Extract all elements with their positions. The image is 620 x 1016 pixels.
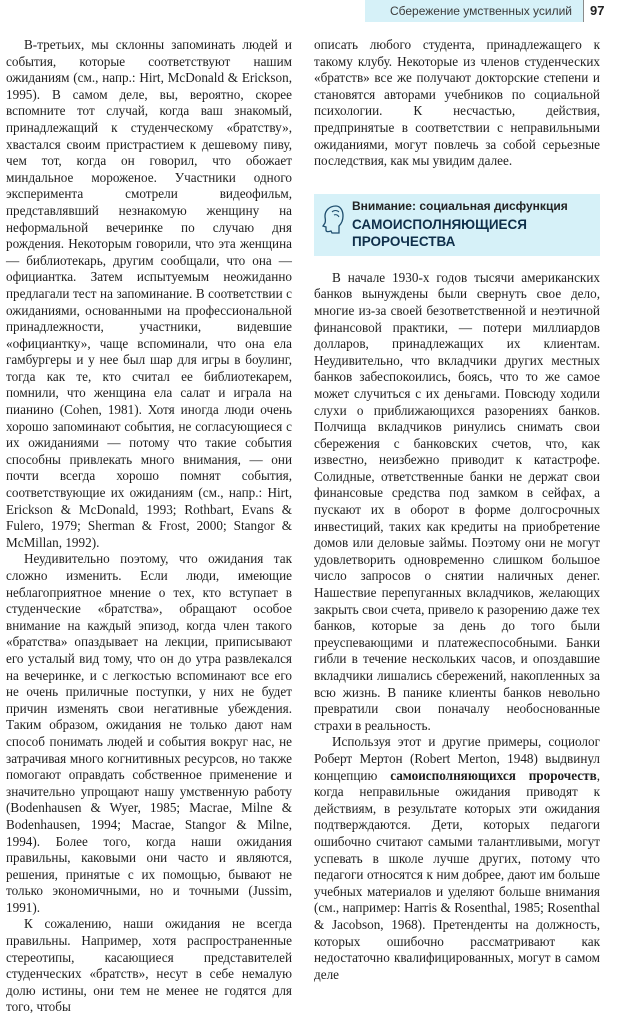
- header-divider: [583, 0, 584, 22]
- paragraph: К сожалению, наши ожидания не всегда правильны. Например, хотя распространенные стереотипы, касающиеся представителей студенческих «братств», несут в себе немалую долю истины, они тем не менее не годятся для того, чтобы: [6, 916, 292, 1015]
- running-title: Сбережение умственных усилий: [389, 4, 572, 18]
- key-term: самоисполняющихся пророчеств: [390, 767, 597, 783]
- paragraph: Неудивительно поэтому, что ожидания так сложно изменить. Если люди, имеющие неблагоприятное мнение о тех, кто вступает в студенческие «братства», обращают особое внимание на каждый эпизод, когда член такого «братства» опаздывает на лекции, приписывают его усталый вид тому, что он до утра развлекался на вечеринке, и с легкостью вспоминают все его не очень приличные поступки, у них не будет причин изменять свои негативные убеждения. Таким образом, ожидания не только дают нам способ понимать людей и события вокруг нас, не затрачивая много когнитивных ресурсов, но также помогают оправдать собственное применение и значительно упрощают нашу умственную работу (Bodenhausen & Wyer, 1985; Macrae, Milne & Bodenhausen, 1994; Macrae, Stangor & Milne, 1994). Более того, когда наши ожидания правильны, каковыми они часто и являются, решения, принятые с их помощью, бывают не только экономичными, но и точными (Jussim, 1991).: [6, 551, 292, 915]
- sidebar-box: [314, 194, 600, 256]
- paragraph: В-третьих, мы склонны запоминать людей и события, которые соответствуют нашим ожиданиям (см., напр.: Hirt, McDonald & Erickson, 1995). В самом деле, вы, вероятно, скорее вспомните тот случай, когда ваш знакомый, принадлежащий к студенческому «братству», хвастался своим пристрастием к дешевому пиву, чем тот, когда он говорил, что обожает миндальное мороженое. Участники одного эксперимента смотрели видеофильм, представлявший незнакомую женщину на неформальной вечеринке по случаю дня рождения. Некоторым говорили, что эта женщина — библиотекарь, другим сообщали, что она — официантка. Затем испытуемым неожиданно предлагали тест на запоминание. В соответствии с ожиданиями, основанными на профессиональной принадлежности, участники, видевшие «официантку», чаще вспоминали, что она ела гамбургеры и у нее был шар для игры в боулинг, тогда как те, кто считал ее библиотекарем, помнили, что женщина ела салат и играла на пианино (Cohen, 1981). Хотя иногда люди очень хорошо запоминают события, не согласующиеся с их ожиданиями — потому что такие события способны привлекать много внимания, — они почти всегда хорошо помнят события, соответствующие их ожиданиям (см., напр.: Hirt, Erickson & McDonald, 1993; Rothbart, Evans & Fulero, 1979; Sherman & Frost, 2000; Stangor & McMillan, 1992).: [6, 37, 292, 550]
- paragraph-text: , когда неправильные ожидания приводят к действиям, в результате которых эти ожидания подтверждаются. Дети, которых педагоги ошибочно считают самыми талантливыми, могут успевать в школе лучше других, потому что педагоги относятся к ним добрее, дают им больше учебных материалов и уделяют больше внимания (см., например: Harris & Rosenthal, 1985; Rosenthal & Jacobson, 1968). Претенденты на должность, которых ошибочно рассматривают как недостаточно квалифицированных, могут в самом деле: [314, 767, 601, 982]
- sidebar-kicker: Внимание: социальная дисфункция: [352, 198, 568, 213]
- thinking-head-icon: [322, 204, 344, 234]
- sidebar-title: САМОИСПОЛНЯЮЩИЕСЯ ПРОРОЧЕСТВА: [352, 216, 527, 249]
- page-number: 97: [590, 3, 605, 18]
- paragraph-text: Используя этот и другие примеры, социолог Роберт Мертон (Robert Merton, 1948) выдвинул концепцию: [314, 734, 600, 783]
- paragraph: В начале 1930-х годов тысячи американских банков вынуждены были свернуть свое дело, многие из-за своей безответственной и неэтичной финансовой практики, — потери миллиардов долларов, принадлежащих их клиентам. Неудивительно, что вкладчики других местных банков забеспокоились, боясь, что то же самое может случиться с их деньгами. Повсюду ходили слухи о приближающихся разорениях банков. Полчища вкладчиков ринулись снимать свои сбережения с банковских счетов, что, как известно, неизбежно приводит к катастрофе. Солидные, ответственные банки не держат свои финансовые средства под замком в сейфах, а пускают их в оборот в форме долгосрочных инвестиций, таких как кредиты на приобретение домов или деловые займы. Поэтому они не могут удовлетворить одновременно слишком большое число запросов о снятии наличных денег. Нашествие перепуганных вкладчиков, желающих закрыть свои счета, привело к разорению даже тех банков, которые за день до того были преуспевающими и платежеспособными. Банки гибли в течение нескольких часов, и опоздавшие вкладчики лишались сбережений, накопленных за всю жизнь. В панике клиенты банков невольно превратили свои поначалу необоснованные страхи в реальность.: [314, 269, 600, 733]
- paragraph: описать любого студента, принадлежащего к такому клубу. Некоторые из членов студенческих «братств» все же получают докторские степени и становятся авторами учебников по социальной психологии. К несчастью, действия, предпринятые в соответствии с неправильными ожиданиями, могут повлечь за собой серьезные последствия, как мы увидим далее.: [314, 37, 600, 169]
- paragraph: [314, 734, 600, 983]
- running-header: [0, 0, 620, 24]
- left-column: [6, 37, 292, 1016]
- right-column: [314, 37, 600, 983]
